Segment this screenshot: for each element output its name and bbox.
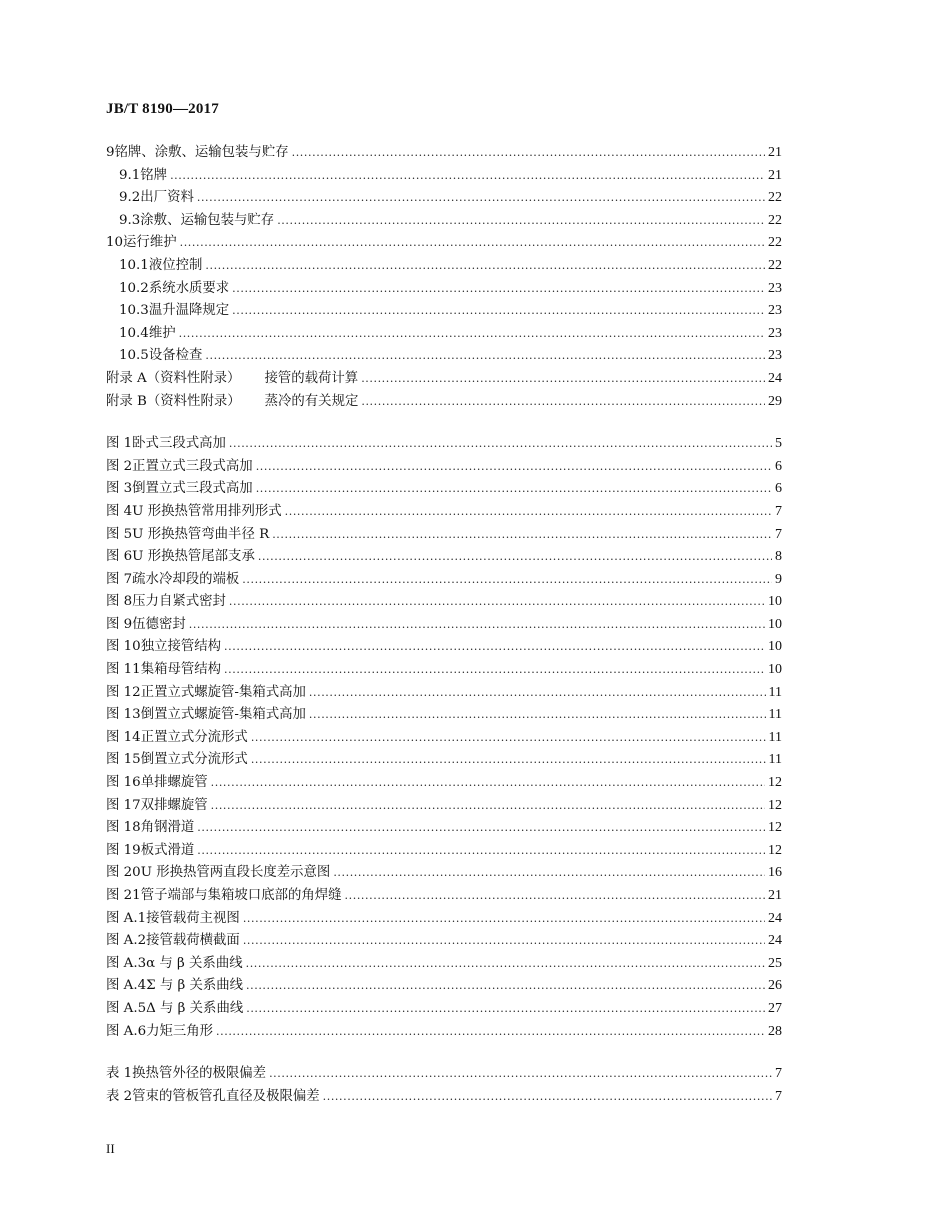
toc-entry-figure[interactable] xyxy=(106,456,782,479)
toc-entry-figure[interactable] xyxy=(106,546,782,569)
toc-tables-section xyxy=(106,1063,782,1108)
table-of-contents xyxy=(106,142,782,1108)
entry-number: 图 17 xyxy=(106,797,141,813)
entry-number: 图 13 xyxy=(106,707,141,723)
toc-entry-figure[interactable] xyxy=(106,659,782,682)
toc-entry-figure[interactable] xyxy=(106,953,782,976)
entry-page: 28 xyxy=(768,1023,782,1039)
entry-page: 22 xyxy=(768,212,782,228)
dot-leader xyxy=(246,975,765,998)
toc-entry-figure[interactable] xyxy=(106,749,782,772)
entry-title: 伍德密封 xyxy=(132,616,186,632)
entry-page: 10 xyxy=(768,594,782,610)
toc-entry-figure[interactable] xyxy=(106,998,782,1021)
toc-entry-figure[interactable] xyxy=(106,501,782,524)
entry-number: 图 20 xyxy=(106,865,141,881)
dot-leader xyxy=(211,772,765,795)
dot-leader xyxy=(258,546,772,569)
dot-leader xyxy=(309,682,766,705)
entry-number: 10 xyxy=(106,235,124,251)
dot-leader xyxy=(361,368,765,391)
entry-number: 图 4 xyxy=(106,503,133,519)
entry-page: 22 xyxy=(768,235,782,251)
entry-page: 22 xyxy=(768,190,782,206)
entry-number: 图 2 xyxy=(106,458,133,474)
dot-leader xyxy=(232,300,765,323)
entry-number: 表 1 xyxy=(106,1066,133,1082)
dot-leader xyxy=(361,391,765,414)
entry-page: 21 xyxy=(768,167,782,183)
entry-number: 9.3 xyxy=(119,212,141,228)
entry-title: 独立接管结构 xyxy=(140,639,222,655)
entry-page: 7 xyxy=(775,526,782,542)
dot-leader xyxy=(277,210,765,233)
dot-leader xyxy=(272,524,772,547)
entry-page: 27 xyxy=(768,1000,782,1016)
entry-page: 23 xyxy=(768,280,782,296)
entry-title: U 形换热管尾部支承 xyxy=(132,549,255,565)
entry-number: 图 8 xyxy=(106,594,133,610)
dot-leader xyxy=(242,569,772,592)
dot-leader xyxy=(170,165,765,188)
toc-entry-appendix-b[interactable] xyxy=(106,391,782,414)
entry-title: 疏水冷却段的端板 xyxy=(132,571,240,587)
entry-number: 附录 A（资料性附录） xyxy=(106,370,241,386)
toc-entry-figure[interactable] xyxy=(106,908,782,931)
entry-page: 12 xyxy=(768,775,782,791)
entry-number: 图 A.6 xyxy=(106,1023,147,1039)
toc-entry-figure[interactable] xyxy=(106,704,782,727)
entry-number: 图 A.3 xyxy=(106,955,147,971)
entry-title: 接管的载荷计算 xyxy=(264,370,359,386)
dot-leader xyxy=(180,232,765,255)
toc-entry-figure[interactable] xyxy=(106,975,782,998)
entry-page: 24 xyxy=(768,370,782,386)
entry-page: 23 xyxy=(768,325,782,341)
entry-page: 12 xyxy=(768,842,782,858)
dot-leader xyxy=(197,817,765,840)
entry-number: 10.4 xyxy=(119,325,149,341)
toc-entry-figure[interactable] xyxy=(106,772,782,795)
entry-title: 换热管外径的极限偏差 xyxy=(132,1066,267,1082)
dot-leader xyxy=(256,478,772,501)
toc-entry-table[interactable] xyxy=(106,1063,782,1086)
dot-leader xyxy=(309,704,766,727)
entry-page: 21 xyxy=(768,145,782,160)
entry-title: 管子端部与集箱坡口底部的角焊缝 xyxy=(140,888,342,903)
page-number-footer: II xyxy=(106,1141,115,1156)
entry-page: 21 xyxy=(768,888,782,903)
entry-number: 图 18 xyxy=(106,820,141,836)
entry-number: 图 10 xyxy=(106,639,141,655)
dot-leader xyxy=(246,953,765,976)
toc-entry-9-3[interactable] xyxy=(106,210,782,233)
entry-title: 维护 xyxy=(148,325,176,341)
entry-number: 9.1 xyxy=(119,167,141,183)
entry-number: 10.3 xyxy=(119,303,149,319)
toc-entry-figure[interactable] xyxy=(106,817,782,840)
entry-number: 图 6 xyxy=(106,549,133,565)
entry-number: 图 19 xyxy=(106,842,141,858)
dot-leader xyxy=(224,659,765,682)
entry-title: 涂敷、运输包装与贮存 xyxy=(140,212,275,228)
entry-title: Δ 与 β 关系曲线 xyxy=(146,1000,244,1016)
toc-entry-10-3[interactable] xyxy=(106,300,782,323)
toc-entry-figure[interactable] xyxy=(106,930,782,953)
toc-entry-figure[interactable] xyxy=(106,862,782,885)
toc-entry-9-1[interactable] xyxy=(106,165,782,188)
toc-entry-10-2[interactable] xyxy=(106,278,782,301)
entry-title: 接管载荷横截面 xyxy=(146,933,240,949)
entry-page: 9 xyxy=(775,571,782,587)
dot-leader xyxy=(211,795,765,818)
toc-entry-figure[interactable] xyxy=(106,1021,782,1044)
dot-leader xyxy=(229,433,772,456)
dot-leader xyxy=(285,501,772,524)
entry-page: 10 xyxy=(768,639,782,655)
dot-leader xyxy=(232,278,765,301)
entry-number: 10.1 xyxy=(119,257,149,273)
entry-page: 26 xyxy=(768,978,782,994)
entry-page: 5 xyxy=(775,436,782,452)
entry-page: 11 xyxy=(768,752,782,768)
entry-title: 温升温降规定 xyxy=(148,303,230,319)
toc-entry-figure[interactable] xyxy=(106,840,782,863)
entry-page: 7 xyxy=(775,503,782,519)
entry-page: 23 xyxy=(768,348,782,364)
dot-leader xyxy=(323,1086,772,1109)
entry-number: 10.5 xyxy=(119,348,149,364)
dot-leader xyxy=(251,749,766,772)
entry-title: 正置立式三段式高加 xyxy=(132,458,253,474)
entry-page: 7 xyxy=(775,1088,782,1104)
toc-entry-10-4[interactable] xyxy=(106,323,782,346)
dot-leader xyxy=(205,255,765,278)
dot-leader xyxy=(243,930,765,953)
entry-title: 运行维护 xyxy=(123,235,177,251)
entry-title: 铭牌、涂敷、运输包装与贮存 xyxy=(114,145,289,160)
entry-page: 11 xyxy=(768,729,782,745)
entry-page: 29 xyxy=(768,393,782,409)
entry-number: 图 A.1 xyxy=(106,910,147,926)
entry-number: 9.2 xyxy=(119,190,141,206)
dot-leader xyxy=(224,636,765,659)
entry-number: 图 3 xyxy=(106,481,133,497)
toc-entry-9-2[interactable] xyxy=(106,187,782,210)
toc-entry-figure[interactable] xyxy=(106,795,782,818)
dot-leader xyxy=(292,142,765,165)
toc-entry-figure[interactable] xyxy=(106,569,782,592)
toc-entry-chapter-10[interactable] xyxy=(106,232,782,255)
entry-title: 集箱母管结构 xyxy=(140,662,222,678)
entry-page: 12 xyxy=(768,797,782,813)
toc-entry-figure[interactable] xyxy=(106,636,782,659)
entry-number: 图 14 xyxy=(106,729,141,745)
entry-number: 图 9 xyxy=(106,616,133,632)
entry-title: 蒸冷的有关规定 xyxy=(264,393,359,409)
entry-page: 8 xyxy=(775,549,782,565)
entry-title: 双排螺旋管 xyxy=(140,797,208,813)
entry-page: 10 xyxy=(768,662,782,678)
entry-page: 24 xyxy=(768,910,782,926)
toc-entry-10-5[interactable] xyxy=(106,345,782,368)
entry-page: 11 xyxy=(768,684,782,700)
dot-leader xyxy=(205,345,765,368)
entry-title: 力矩三角形 xyxy=(146,1023,214,1039)
entry-number: 图 11 xyxy=(106,662,141,678)
dot-leader xyxy=(243,908,765,931)
entry-title: α 与 β 关系曲线 xyxy=(146,955,243,971)
dot-leader xyxy=(256,456,772,479)
entry-title: 接管载荷主视图 xyxy=(146,910,240,926)
toc-entry-figure[interactable] xyxy=(106,478,782,501)
toc-entry-table[interactable] xyxy=(106,1086,782,1109)
toc-entry-chapter-9[interactable] xyxy=(106,142,782,165)
entry-page: 12 xyxy=(768,820,782,836)
toc-entry-10-1[interactable] xyxy=(106,255,782,278)
entry-title: 倒置立式三段式高加 xyxy=(132,481,253,497)
dot-leader xyxy=(345,885,765,908)
entry-page: 11 xyxy=(768,707,782,723)
entry-page: 6 xyxy=(775,458,782,474)
entry-number: 图 21 xyxy=(106,888,141,903)
entry-title: 液位控制 xyxy=(148,257,203,273)
toc-chapters-section xyxy=(106,142,782,413)
entry-number: 图 A.2 xyxy=(106,933,147,949)
toc-entry-figure[interactable] xyxy=(106,433,782,456)
entry-page: 25 xyxy=(768,955,782,971)
entry-title: 倒置立式分流形式 xyxy=(140,752,248,768)
entry-number: 附录 B（资料性附录） xyxy=(106,393,241,409)
entry-number: 图 15 xyxy=(106,752,141,768)
entry-title: 铭牌 xyxy=(140,167,168,183)
dot-leader xyxy=(179,323,765,346)
entry-number: 图 1 xyxy=(106,436,133,452)
entry-page: 10 xyxy=(768,616,782,632)
dot-leader xyxy=(197,840,765,863)
entry-title: 板式滑道 xyxy=(140,842,195,858)
toc-figures-section xyxy=(106,433,782,1043)
toc-entry-figure[interactable] xyxy=(106,885,782,908)
dot-leader xyxy=(189,614,765,637)
entry-title: 倒置立式螺旋管-集箱式高加 xyxy=(140,707,306,723)
entry-page: 7 xyxy=(775,1066,782,1082)
entry-title: 管束的管板管孔直径及极限偏差 xyxy=(132,1088,320,1104)
entry-number: 图 12 xyxy=(106,684,141,700)
toc-entry-figure[interactable] xyxy=(106,614,782,637)
dot-leader xyxy=(197,187,765,210)
entry-title: 角钢滑道 xyxy=(140,820,195,836)
toc-entry-figure[interactable] xyxy=(106,524,782,547)
entry-number: 图 A.4 xyxy=(106,978,147,994)
entry-title: U 形换热管两直段长度差示意图 xyxy=(140,865,331,881)
toc-entry-appendix-a[interactable] xyxy=(106,368,782,391)
entry-number: 图 A.5 xyxy=(106,1000,147,1016)
entry-title: 正置立式螺旋管-集箱式高加 xyxy=(140,684,306,700)
entry-title: 单排螺旋管 xyxy=(140,775,208,791)
entry-title: 正置立式分流形式 xyxy=(140,729,248,745)
entry-number: 9 xyxy=(106,145,115,160)
entry-number: 表 2 xyxy=(106,1088,133,1104)
entry-title: 系统水质要求 xyxy=(148,280,230,296)
entry-title: U 形换热管常用排列形式 xyxy=(132,503,282,519)
dot-leader xyxy=(333,862,765,885)
dot-leader xyxy=(269,1063,772,1086)
entry-title: 压力自紧式密封 xyxy=(132,594,226,610)
dot-leader xyxy=(229,591,765,614)
toc-entry-figure[interactable] xyxy=(106,727,782,750)
entry-page: 16 xyxy=(768,865,782,881)
entry-page: 23 xyxy=(768,303,782,319)
entry-page: 22 xyxy=(768,257,782,273)
entry-title: Σ 与 β 关系曲线 xyxy=(146,978,244,994)
entry-title: U 形换热管弯曲半径 R xyxy=(132,526,270,542)
document-code-header: JB/T 8190—2017 xyxy=(106,101,219,117)
toc-entry-figure[interactable] xyxy=(106,682,782,705)
entry-title: 设备检查 xyxy=(148,348,203,364)
entry-page: 6 xyxy=(775,481,782,497)
entry-number: 图 16 xyxy=(106,775,141,791)
toc-entry-figure[interactable] xyxy=(106,591,782,614)
dot-leader xyxy=(216,1021,765,1044)
entry-number: 图 7 xyxy=(106,571,133,587)
entry-number: 10.2 xyxy=(119,280,149,296)
entry-number: 图 5 xyxy=(106,526,133,542)
entry-page: 24 xyxy=(768,933,782,949)
dot-leader xyxy=(246,998,765,1021)
dot-leader xyxy=(251,727,766,750)
entry-title: 出厂资料 xyxy=(140,190,194,206)
entry-title: 卧式三段式高加 xyxy=(132,436,226,452)
